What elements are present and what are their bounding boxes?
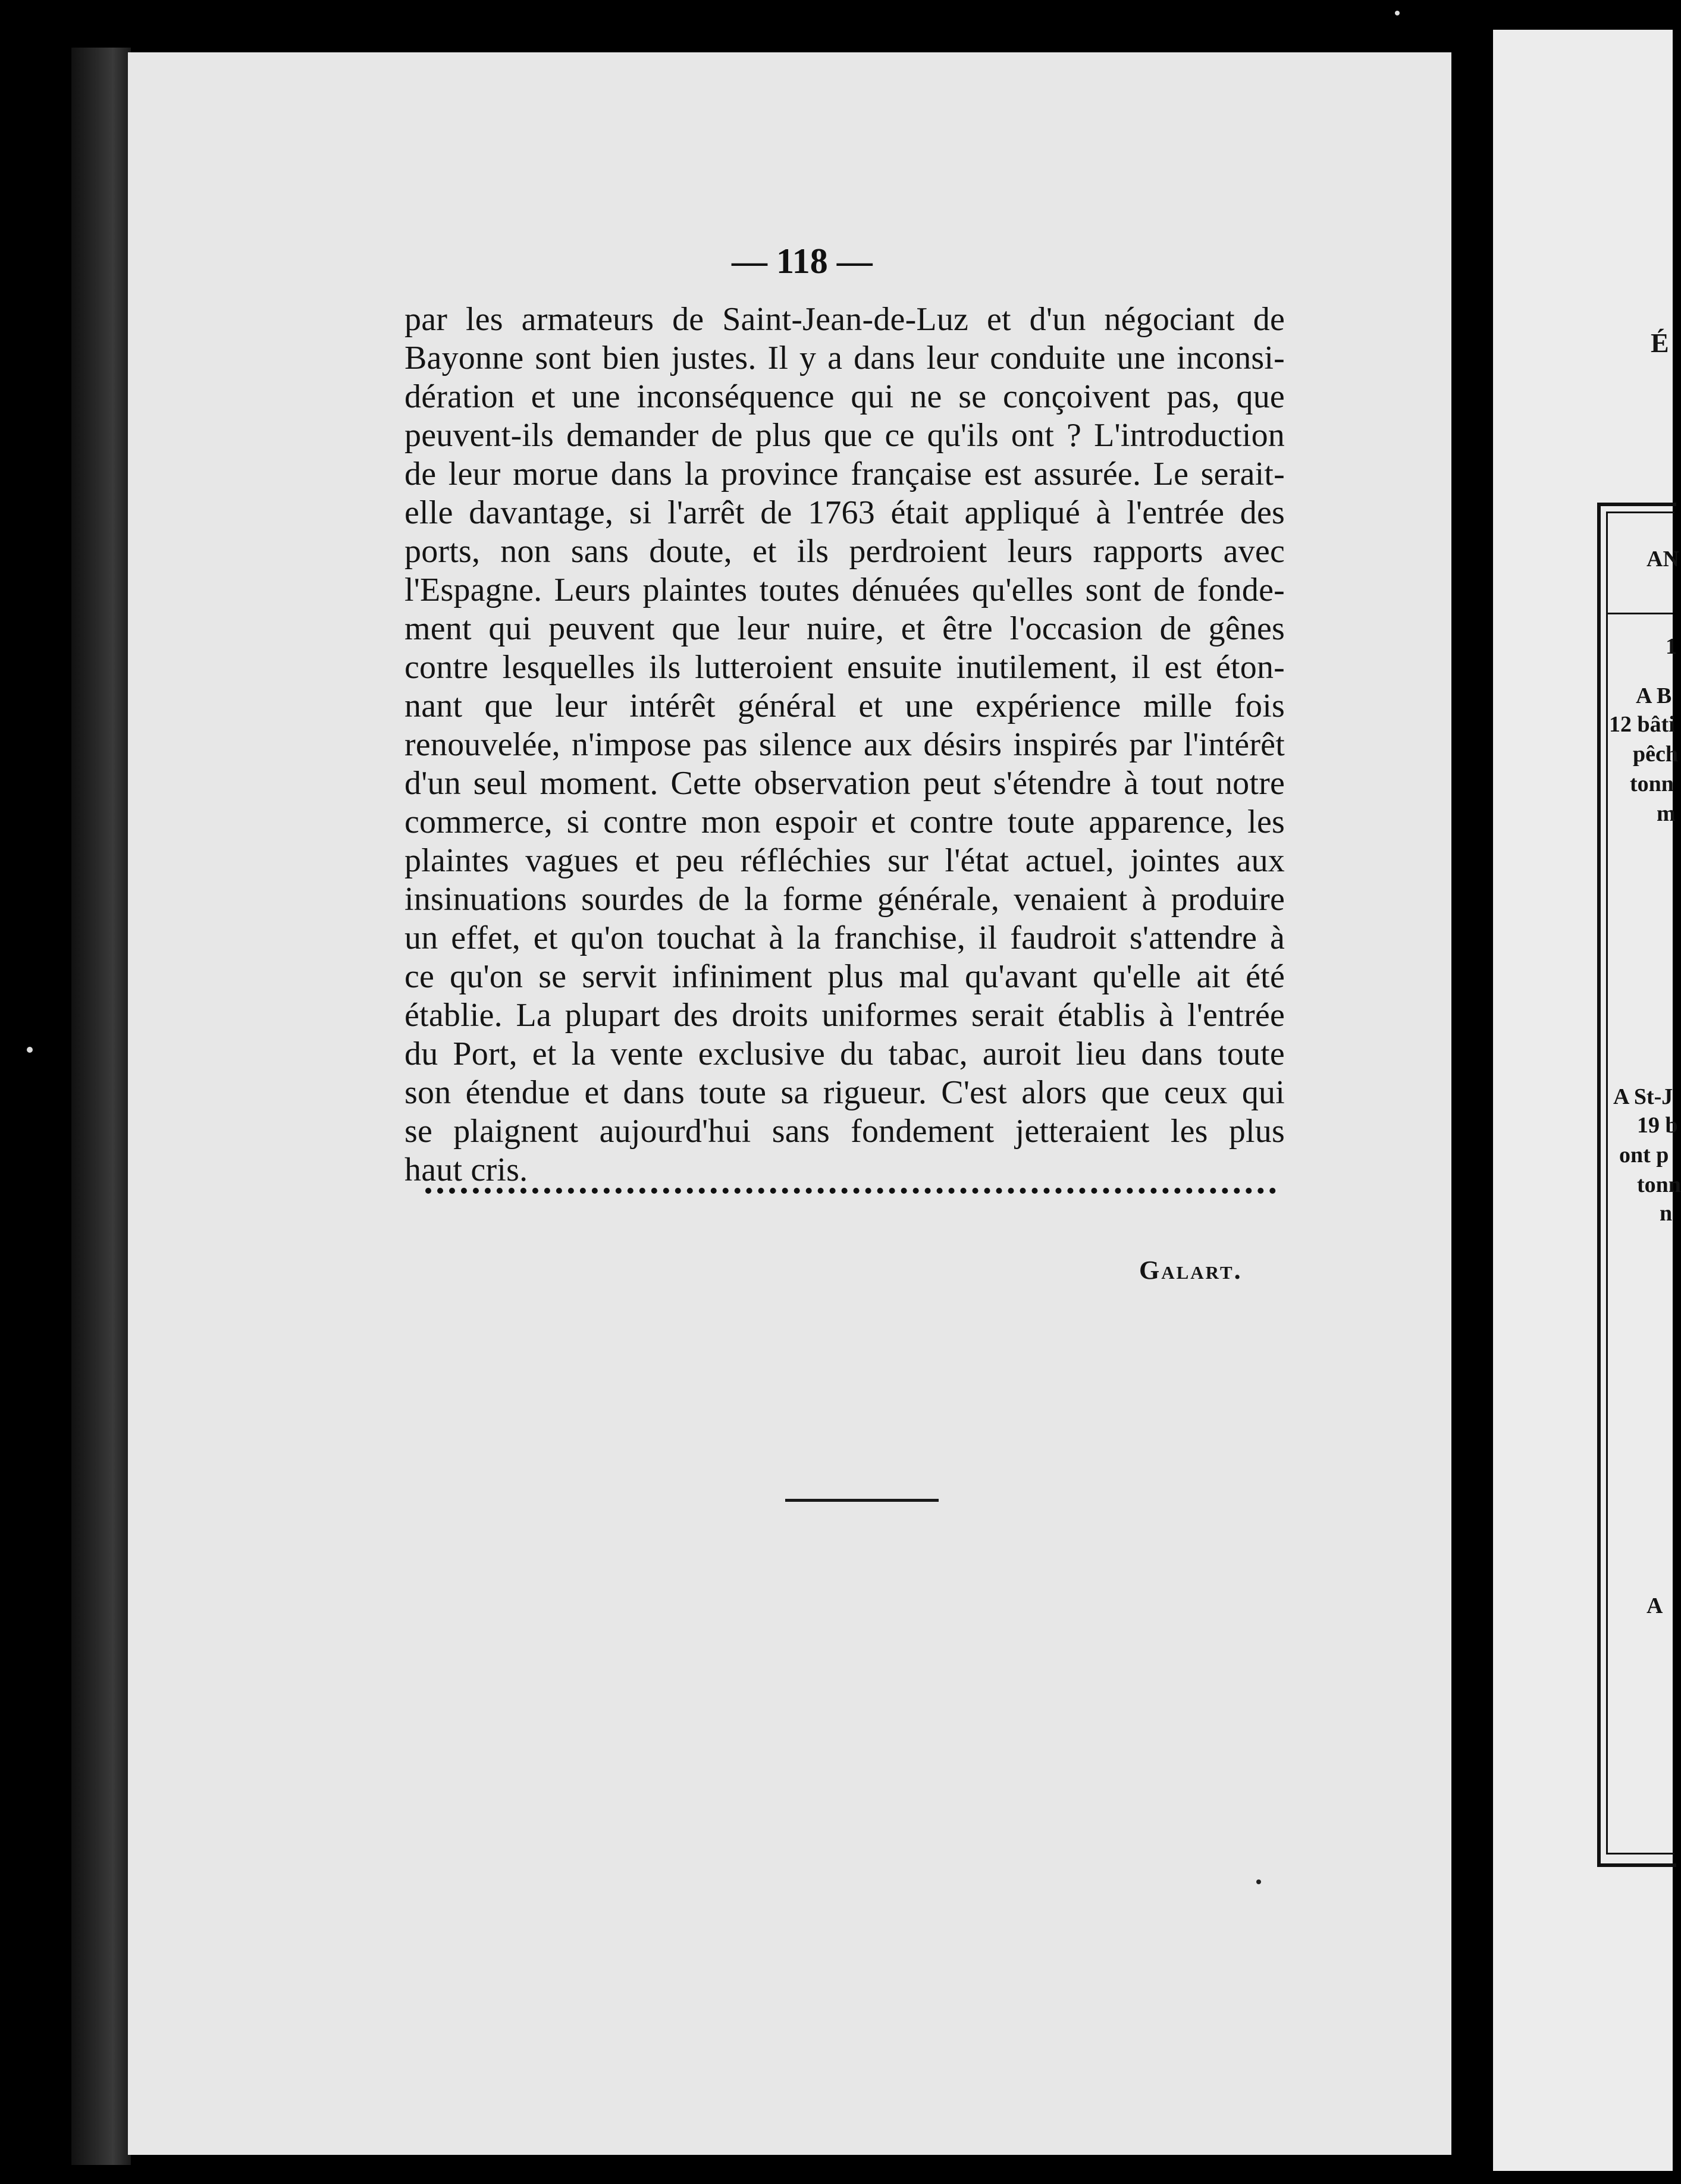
text-line: ports, non sans doute, et ils perdroient leurs rapports avec bbox=[404, 533, 1285, 570]
text-line: un effet, et qu'on touchat à la franchise, il faudroit s'attendre à bbox=[404, 920, 1285, 956]
table-header-fragment: AN bbox=[1646, 547, 1679, 572]
page-gutter bbox=[1451, 24, 1493, 2177]
text-line: commerce, si contre mon espoir et contre toute apparence, les bbox=[404, 804, 1285, 840]
table-cell-fragment: pêch bbox=[1633, 742, 1678, 767]
table-cell-fragment: A St-J bbox=[1613, 1084, 1673, 1109]
right-page-heading-fragment: É bbox=[1651, 328, 1669, 358]
table-cell-fragment: tonn bbox=[1637, 1172, 1681, 1197]
table-cell-fragment: n bbox=[1660, 1201, 1673, 1226]
text-line: par les armateurs de Saint-Jean-de-Luz et d'un négociant de bbox=[404, 301, 1285, 338]
end-rule bbox=[785, 1499, 939, 1502]
text-line: Bayonne sont bien justes. Il y a dans leur conduite une inconsi- bbox=[404, 340, 1285, 376]
page-number: — 118 — bbox=[732, 241, 873, 281]
table-cell-fragment: A bbox=[1646, 1593, 1663, 1618]
scan-speck bbox=[1395, 11, 1400, 15]
table-cell-fragment: ont p bbox=[1619, 1143, 1669, 1168]
text-line: l'Espagne. Leurs plaintes toutes dénuées qu'elles sont de fonde- bbox=[404, 572, 1285, 608]
text-line: renouvelée, n'impose pas silence aux désirs inspirés par l'intérêt bbox=[404, 726, 1285, 763]
text-line: haut cris. bbox=[404, 1151, 528, 1188]
text-line: elle davantage, si l'arrêt de 1763 était appliqué à l'entrée des bbox=[404, 494, 1285, 531]
text-line: ce qu'on se servit infiniment plus mal qu'avant qu'elle ait été bbox=[404, 958, 1285, 995]
table-cell-fragment: m bbox=[1657, 801, 1676, 826]
table-cell-fragment: A B bbox=[1636, 683, 1672, 708]
table-header-rule bbox=[1608, 613, 1673, 614]
table-cell-fragment: 19 b bbox=[1637, 1113, 1678, 1138]
text-line: du Port, et la vente exclusive du tabac, auroit lieu dans toute bbox=[404, 1035, 1285, 1072]
body-paragraph bbox=[404, 300, 1285, 1190]
text-line: se plaignent aujourd'hui sans fondement jetteraient les plus bbox=[404, 1113, 1285, 1150]
text-line: peuvent-ils demander de plus que ce qu'ils ont ? L'introduction bbox=[404, 417, 1285, 454]
text-line: ment qui peuvent que leur nuire, et être l'occasion de gênes bbox=[404, 610, 1285, 647]
text-line: insinuations sourdes de la forme générale, venaient à produire bbox=[404, 881, 1285, 918]
scan-speck bbox=[1256, 1879, 1261, 1884]
text-line: nant que leur intérêt général et une expérience mille fois bbox=[404, 688, 1285, 724]
text-line: plaintes vagues et peu réfléchies sur l'état actuel, jointes aux bbox=[404, 842, 1285, 879]
table-cell-fragment: 1 bbox=[1666, 634, 1677, 659]
text-line: établie. La plupart des droits uniformes serait établis à l'entrée bbox=[404, 997, 1285, 1034]
text-line: contre lesquelles ils lutteroient ensuite inutilement, il est éton- bbox=[404, 649, 1285, 686]
book-binding-edge bbox=[71, 48, 131, 2165]
table-cell-fragment: 12 bâti bbox=[1609, 712, 1675, 737]
text-line: d'un seul moment. Cette observation peut s'étendre à tout notre bbox=[404, 765, 1285, 802]
table-cell-fragment: tonn bbox=[1630, 771, 1674, 796]
author-signature: Galart. bbox=[1139, 1256, 1243, 1285]
text-line: de leur morue dans la province française est assurée. Le serait- bbox=[404, 456, 1285, 492]
scan-speck bbox=[27, 1047, 33, 1053]
text-line: son étendue et dans toute sa rigueur. C'est alors que ceux qui bbox=[404, 1074, 1285, 1111]
text-line: dération et une inconséquence qui ne se conçoivent pas, que bbox=[404, 378, 1285, 415]
dotted-separator bbox=[425, 1188, 1276, 1194]
